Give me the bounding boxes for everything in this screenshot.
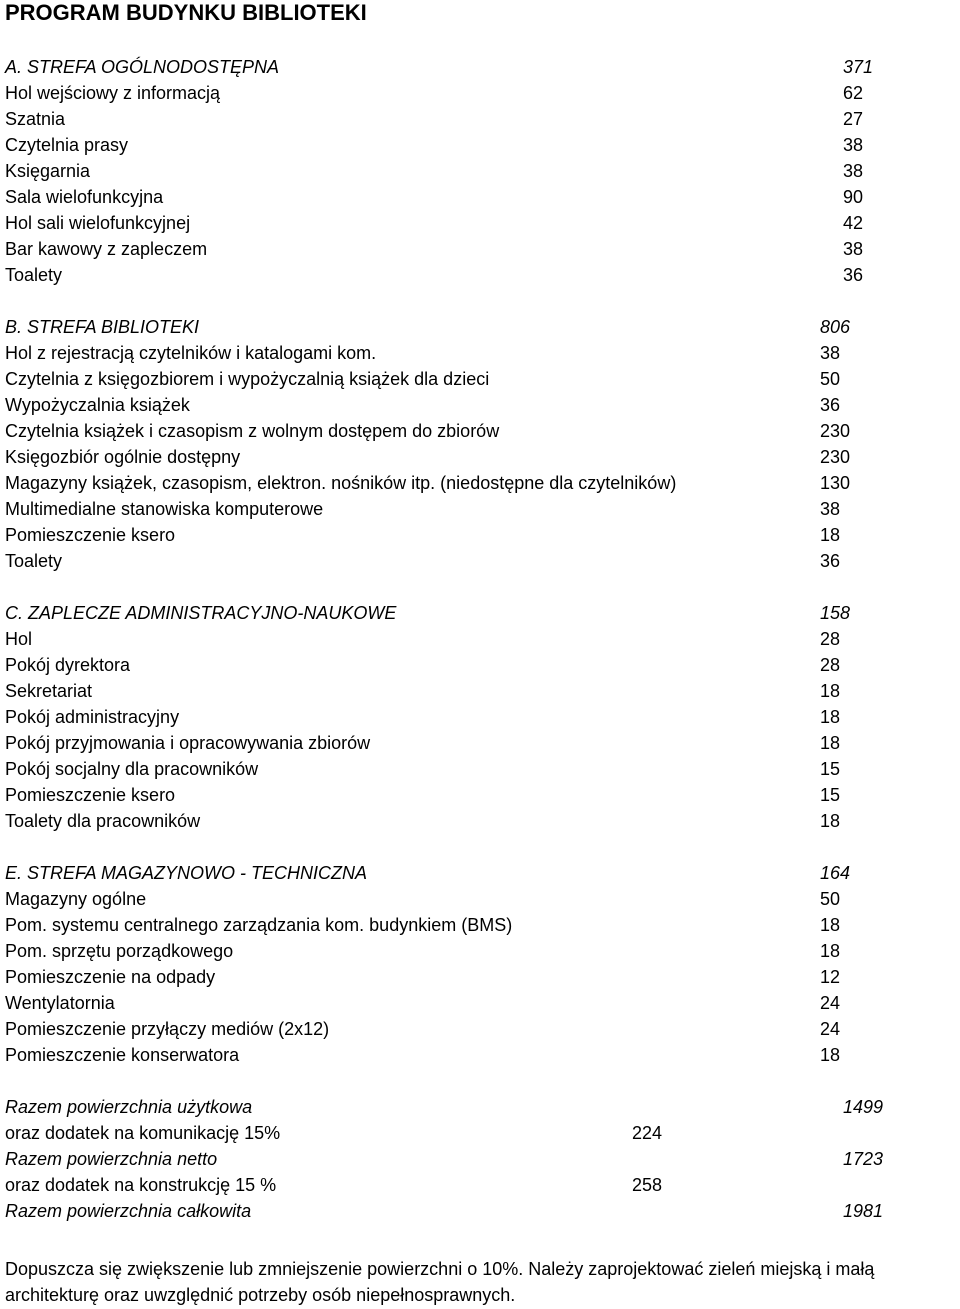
table-row bbox=[5, 652, 955, 678]
area-value: 62 bbox=[843, 83, 864, 103]
area-value: 28 bbox=[820, 629, 841, 649]
table-row bbox=[5, 548, 955, 574]
room-name: oraz dodatek na konstrukcję 15 % bbox=[5, 1175, 277, 1195]
table-row bbox=[5, 184, 955, 210]
area-value: 36 bbox=[843, 265, 864, 285]
room-name: C. ZAPLECZE ADMINISTRACYJNO-NAUKOWE bbox=[5, 603, 397, 623]
room-name: Pomieszczenie na odpady bbox=[5, 967, 216, 987]
area-value: 38 bbox=[843, 161, 864, 181]
section-heading bbox=[5, 314, 955, 340]
table-row bbox=[5, 262, 955, 288]
table-row bbox=[5, 1172, 955, 1198]
room-name: E. STREFA MAGAZYNOWO - TECHNICZNA bbox=[5, 863, 368, 883]
area-value: 18 bbox=[820, 811, 841, 831]
room-name: oraz dodatek na komunikację 15% bbox=[5, 1123, 281, 1143]
area-value: 1499 bbox=[843, 1097, 884, 1117]
room-name: Hol sali wielofunkcyjnej bbox=[5, 213, 191, 233]
area-value: 258 bbox=[632, 1175, 663, 1195]
area-value: 50 bbox=[820, 369, 841, 389]
room-name: A. STREFA OGÓLNODOSTĘPNA bbox=[5, 57, 280, 77]
room-name: Hol bbox=[5, 629, 33, 649]
room-name: Toalety bbox=[5, 551, 63, 571]
area-value: 15 bbox=[820, 759, 841, 779]
table-row bbox=[5, 236, 955, 262]
room-name: Pokój przyjmowania i opracowywania zbiorów bbox=[5, 733, 371, 753]
room-name: Pomieszczenie przyłączy mediów (2x12) bbox=[5, 1019, 330, 1039]
table-row bbox=[5, 678, 955, 704]
area-value: 230 bbox=[820, 447, 851, 467]
footnote: Dopuszcza się zwiększenie lub zmniejszenie powierzchni o 10%. Należy zaprojektować zieleń miejską i małą architekturę oraz uwzględnić potrzeby osób niepełnosprawnych. bbox=[5, 1259, 875, 1305]
area-value: 224 bbox=[632, 1123, 663, 1143]
area-value: 90 bbox=[843, 187, 864, 207]
table-row bbox=[5, 938, 955, 964]
table-row bbox=[5, 366, 955, 392]
table-row bbox=[5, 1094, 955, 1120]
table-row bbox=[5, 964, 955, 990]
area-value: 18 bbox=[820, 915, 841, 935]
table-row bbox=[5, 418, 955, 444]
room-name: Hol wejściowy z informacją bbox=[5, 83, 221, 103]
table-row bbox=[5, 1146, 955, 1172]
table-row bbox=[5, 704, 955, 730]
room-name: Pokój dyrektora bbox=[5, 655, 131, 675]
room-name: Księgarnia bbox=[5, 161, 91, 181]
room-name: Razem powierzchnia użytkowa bbox=[5, 1097, 253, 1117]
section-heading bbox=[5, 860, 955, 886]
table-row bbox=[5, 444, 955, 470]
area-value: 18 bbox=[820, 707, 841, 727]
room-name: Pom. sprzętu porządkowego bbox=[5, 941, 234, 961]
section-heading bbox=[5, 54, 955, 80]
room-name: Toalety dla pracowników bbox=[5, 811, 201, 831]
room-name: Pomieszczenie ksero bbox=[5, 525, 176, 545]
document-title: PROGRAM BUDYNKU BIBLIOTEKI bbox=[5, 0, 367, 25]
area-value: 38 bbox=[843, 135, 864, 155]
table-row bbox=[5, 392, 955, 418]
table-row bbox=[5, 886, 955, 912]
table-row bbox=[5, 782, 955, 808]
table-row bbox=[5, 730, 955, 756]
area-value: 28 bbox=[820, 655, 841, 675]
table-row bbox=[5, 1120, 955, 1146]
area-value: 1723 bbox=[843, 1149, 884, 1169]
area-value: 50 bbox=[820, 889, 841, 909]
area-value: 18 bbox=[820, 681, 841, 701]
table-row bbox=[5, 496, 955, 522]
table-row bbox=[5, 912, 955, 938]
table-row bbox=[5, 132, 955, 158]
area-value: 371 bbox=[843, 57, 874, 77]
table-row bbox=[5, 80, 955, 106]
room-name: Magazyny ogólne bbox=[5, 889, 147, 909]
area-value: 158 bbox=[820, 603, 851, 623]
room-name: Pomieszczenie ksero bbox=[5, 785, 176, 805]
room-name: Bar kawowy z zapleczem bbox=[5, 239, 208, 259]
room-name: Szatnia bbox=[5, 109, 66, 129]
area-value: 36 bbox=[820, 551, 841, 571]
table-row bbox=[5, 158, 955, 184]
room-name: Pom. systemu centralnego zarządzania kom. budynkiem (BMS) bbox=[5, 915, 513, 935]
room-name: Wentylatornia bbox=[5, 993, 115, 1013]
area-value: 24 bbox=[820, 993, 841, 1013]
room-name: Sekretariat bbox=[5, 681, 93, 701]
table-row bbox=[5, 990, 955, 1016]
area-value: 806 bbox=[820, 317, 851, 337]
table-row bbox=[5, 522, 955, 548]
area-value: 38 bbox=[820, 499, 841, 519]
area-value: 18 bbox=[820, 1045, 841, 1065]
area-value: 42 bbox=[843, 213, 864, 233]
room-name: Pomieszczenie konserwatora bbox=[5, 1045, 240, 1065]
room-name: Multimedialne stanowiska komputerowe bbox=[5, 499, 324, 519]
area-value: 27 bbox=[843, 109, 864, 129]
table-row bbox=[5, 626, 955, 652]
table-row bbox=[5, 106, 955, 132]
table-row bbox=[5, 1198, 955, 1224]
room-name: Księgozbiór ogólnie dostępny bbox=[5, 447, 241, 467]
area-value: 130 bbox=[820, 473, 851, 493]
table-row bbox=[5, 470, 955, 496]
area-value: 12 bbox=[820, 967, 841, 987]
room-name: Razem powierzchnia netto bbox=[5, 1149, 218, 1169]
area-value: 38 bbox=[820, 343, 841, 363]
area-value: 18 bbox=[820, 941, 841, 961]
room-name: B. STREFA BIBLIOTEKI bbox=[5, 317, 200, 337]
room-name: Razem powierzchnia całkowita bbox=[5, 1201, 252, 1221]
section-heading bbox=[5, 600, 955, 626]
table-row bbox=[5, 808, 955, 834]
room-name: Sala wielofunkcyjna bbox=[5, 187, 164, 207]
room-name: Czytelnia z księgozbiorem i wypożyczalnią książek dla dzieci bbox=[5, 369, 490, 389]
room-name: Czytelnia prasy bbox=[5, 135, 129, 155]
table-row bbox=[5, 1016, 955, 1042]
table-row bbox=[5, 756, 955, 782]
room-name: Wypożyczalnia książek bbox=[5, 395, 190, 415]
area-value: 18 bbox=[820, 525, 841, 545]
area-value: 18 bbox=[820, 733, 841, 753]
room-name: Pokój socjalny dla pracowników bbox=[5, 759, 259, 779]
area-value: 38 bbox=[843, 239, 864, 259]
area-value: 15 bbox=[820, 785, 841, 805]
table-row bbox=[5, 340, 955, 366]
area-value: 36 bbox=[820, 395, 841, 415]
room-name: Czytelnia książek i czasopism z wolnym dostępem do zbiorów bbox=[5, 421, 500, 441]
area-value: 164 bbox=[820, 863, 851, 883]
room-name: Hol z rejestracją czytelników i katalogami kom. bbox=[5, 343, 377, 363]
room-name: Pokój administracyjny bbox=[5, 707, 180, 727]
table-row bbox=[5, 1042, 955, 1068]
table-row bbox=[5, 210, 955, 236]
area-value: 1981 bbox=[843, 1201, 884, 1221]
room-name: Toalety bbox=[5, 265, 63, 285]
room-name: Magazyny książek, czasopism, elektron. nośników itp. (niedostępne dla czytelników) bbox=[5, 473, 677, 493]
area-value: 24 bbox=[820, 1019, 841, 1039]
area-value: 230 bbox=[820, 421, 851, 441]
